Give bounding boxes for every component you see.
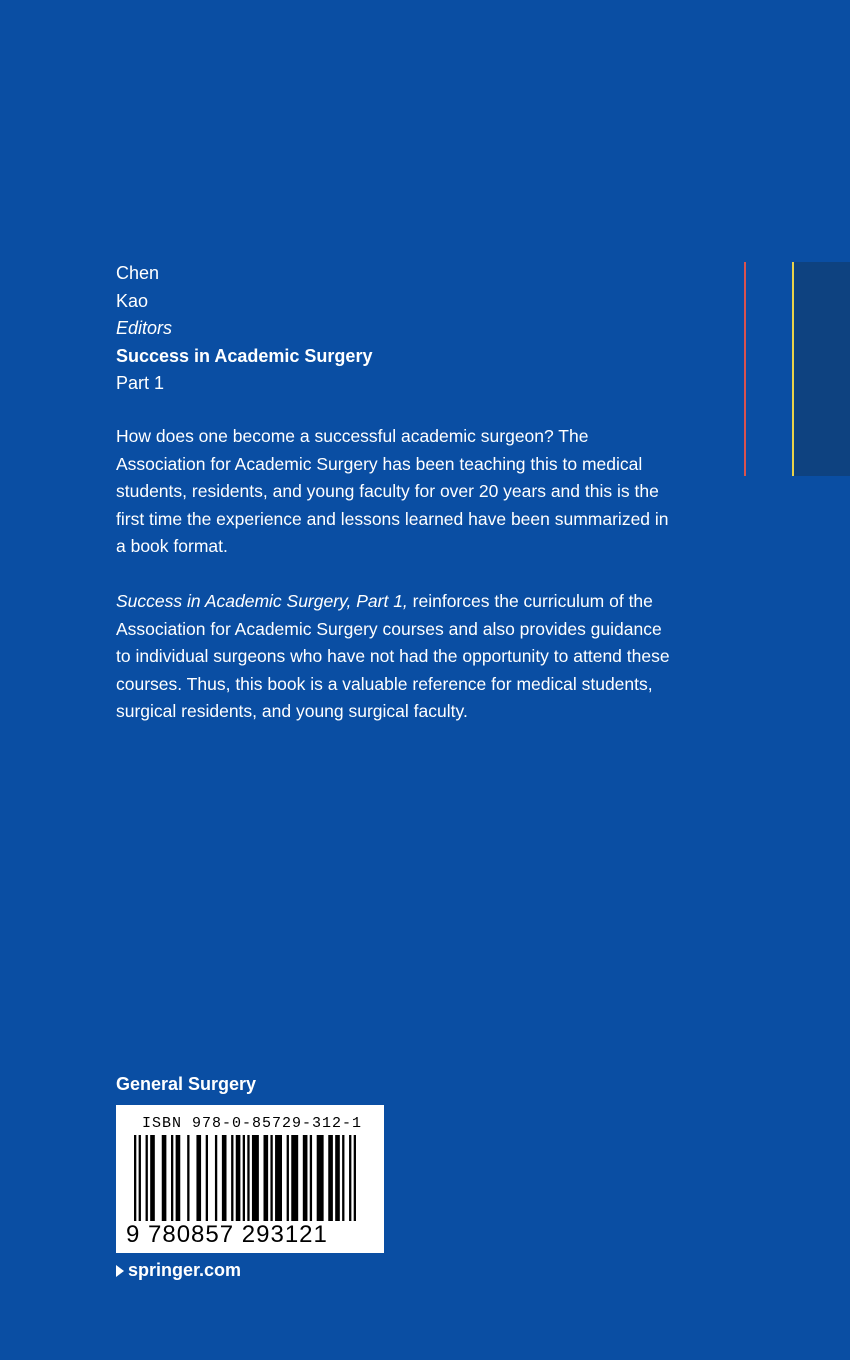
barcode-bar [215,1135,217,1221]
ean-digits: 9 780857 293121 [126,1221,328,1248]
barcode-bar [291,1135,298,1221]
barcode-bar [328,1135,333,1221]
barcode-bar [196,1135,201,1221]
book-meta [116,260,372,398]
barcode-bar [342,1135,344,1221]
barcode-bar [222,1135,227,1221]
barcode-bar [270,1135,272,1221]
barcode-bar [150,1135,155,1221]
barcode-bar [231,1135,233,1221]
editors-label: Editors [116,318,173,338]
barcode-bar [139,1135,141,1221]
barcode-bar [146,1135,148,1221]
arrow-right-icon [116,1265,124,1277]
barcode-bar [310,1135,312,1221]
website-label: springer.com [128,1260,242,1280]
barcode-bar [317,1135,324,1221]
publisher-website[interactable] [116,1260,241,1281]
barcode-bar [264,1135,269,1221]
barcode-bar [247,1135,249,1221]
barcode-bar [206,1135,208,1221]
barcode-bar [171,1135,173,1221]
barcode-bar [303,1135,308,1221]
yellow-rule [792,262,794,476]
barcode-bar [176,1135,181,1221]
barcode-bar [354,1135,356,1221]
description-text: reinforces the curriculum of the Association for Academic Surgery courses and also provides guidance to individual surgeons who have not had the opportunity to attend these courses. Thus, this book is a valuable reference for medical students, surgical residents, and young surgical faculty. [116,591,670,721]
book-part: Part 1 [116,373,165,393]
barcode-bar [287,1135,289,1221]
description-paragraph: How does one become a successful academic surgeon? The Association for Academic Surgery has been teaching this to medical students, residents, and young faculty for over 20 years and this is the first time the experience and lessons learned have been summarized in a book format. [116,426,669,556]
barcode-bars [134,1135,356,1221]
barcode-bar [275,1135,282,1221]
title-reference: Success in Academic Surgery, Part 1, [116,591,408,611]
book-description [116,423,676,753]
barcode-bar [162,1135,167,1221]
subject-category: General Surgery [116,1074,257,1094]
book-title: Success in Academic Surgery [116,345,373,366]
barcode-bar [252,1135,259,1221]
barcode-bar [243,1135,245,1221]
red-rule [744,262,746,476]
barcode-bar [134,1135,136,1221]
author-name: Chen [116,263,160,283]
isbn-barcode [116,1105,384,1253]
barcode-bar [335,1135,340,1221]
barcode-bar [187,1135,189,1221]
description-paragraph [116,588,676,726]
barcode-bar [236,1135,241,1221]
spine-color-band [794,262,850,476]
isbn-label: ISBN 978-0-85729-312-1 [142,1115,363,1132]
barcode-bar [349,1135,351,1221]
author-name: Kao [116,290,149,311]
